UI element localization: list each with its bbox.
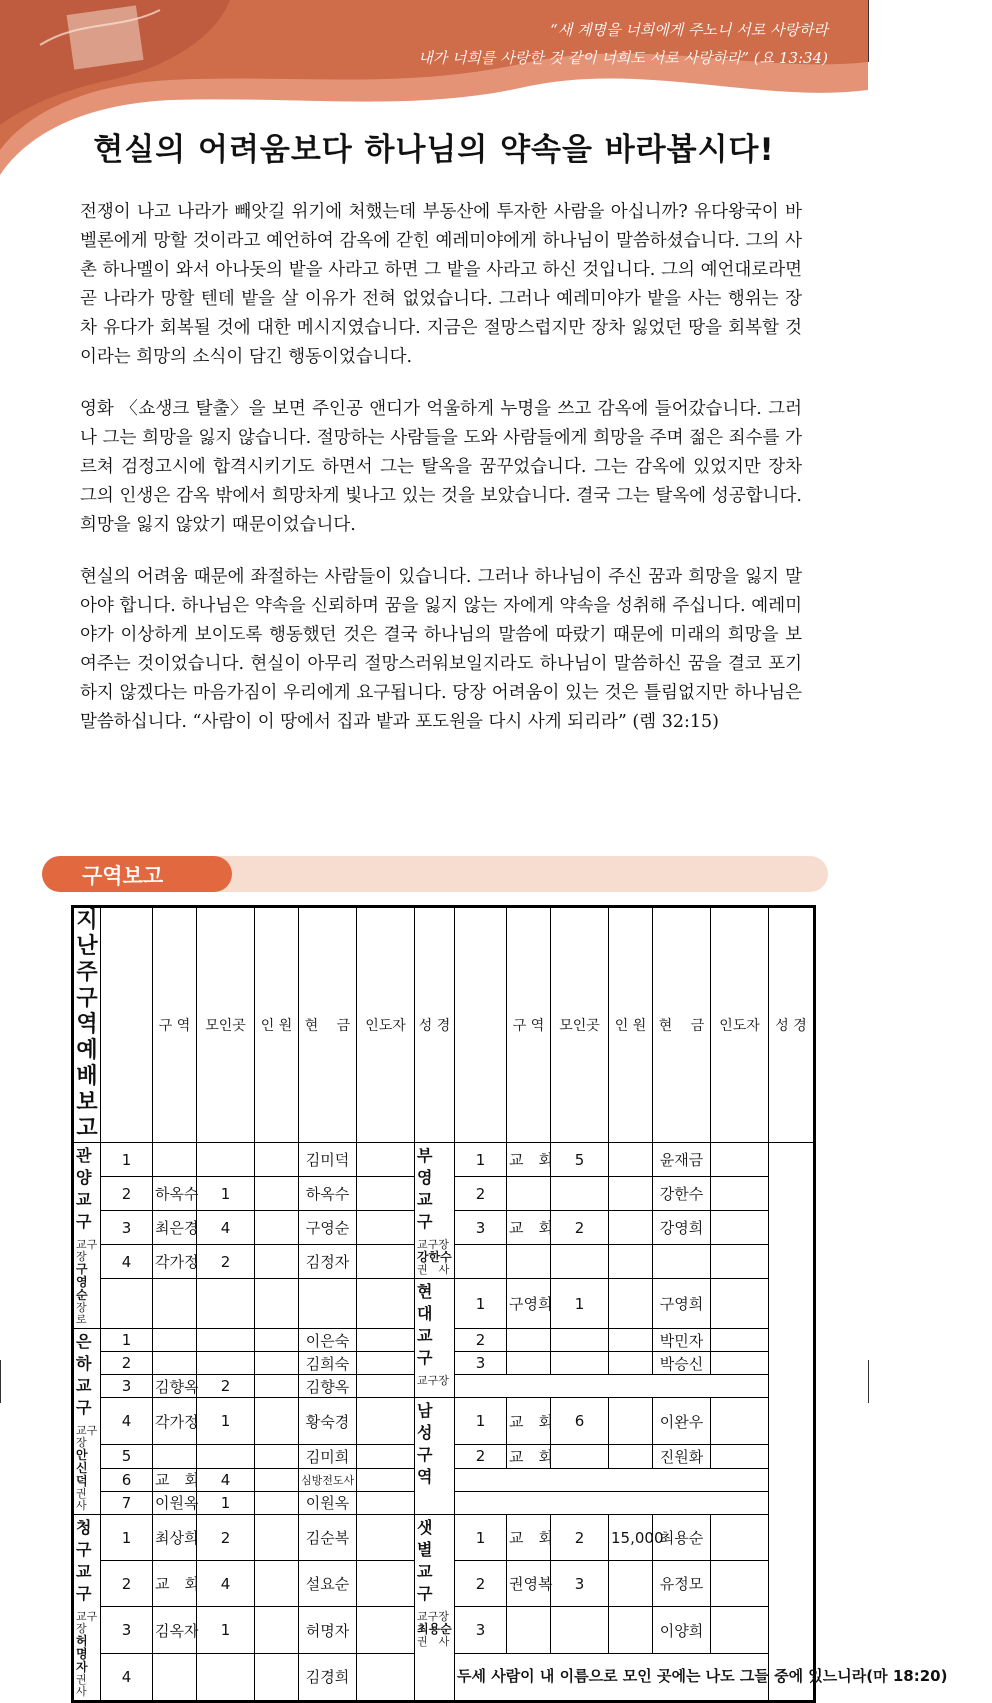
table-cell: 7 [101, 1491, 153, 1514]
table-cell: 2 [197, 1515, 255, 1561]
table-cell [153, 1653, 197, 1701]
table-cell: 2 [101, 1352, 153, 1375]
table-cell: 권영복 [507, 1561, 551, 1607]
table-cell: 구영희 [653, 1279, 711, 1329]
group-leader: 교구장 안신덕 권 사 [76, 1424, 98, 1512]
table-cell: 박민자 [653, 1329, 711, 1352]
table-cell: 3 [101, 1607, 153, 1653]
table-cell [255, 1177, 299, 1211]
table-cell [197, 1329, 255, 1352]
table-cell: 1 [551, 1279, 609, 1329]
table-cell [357, 1653, 415, 1701]
table-cell: 1 [455, 1143, 507, 1177]
table-cell: 교 회 [153, 1561, 197, 1607]
table-row [73, 1398, 815, 1445]
table-cell: 교 회 [507, 1143, 551, 1177]
header-cell: 인도자 [357, 907, 415, 1143]
group-name: 은하교구 [76, 1332, 100, 1417]
table-cell [507, 1177, 551, 1211]
table-cell: 김순복 [299, 1515, 357, 1561]
table-cell: 1 [455, 1515, 507, 1561]
table-cell: 2 [197, 1245, 255, 1279]
table-cell: 김향옥 [153, 1375, 197, 1398]
table-cell [455, 1375, 769, 1398]
table-cell: 3 [455, 1211, 507, 1245]
table-cell: 강영희 [653, 1211, 711, 1245]
header-cell [101, 907, 153, 1143]
table-cell: 각가정 [153, 1245, 197, 1279]
table-cell [609, 1561, 653, 1607]
table-cell [357, 1329, 415, 1352]
table-cell [455, 1491, 769, 1514]
table-cell: 교 회 [507, 1445, 551, 1468]
paragraph: 현실의 어려움 때문에 좌절하는 사람들이 있습니다. 그러나 하나님이 주신 꿈과 희망을 잃지 말아야 합니다. 하나님은 약속을 신뢰하며 꿈을 잃지 않는 자에게 약속을 성취해 주십니다. 예레미야가 이상하게 보이도록 행동했던 것은 결국 하나님의 말씀에 따랐기 때문에 미래의 희망을 보여주는 것이었습니다. 현실이 아무리 절망스러워보일지라도 하나님이 말씀하신 꿈을 결코 포기하지 않겠다는 마음가짐이 우리에게 요구됩니다. 당장 어려움이 있는 것은 틀림없지만 하나님은 말씀하십니다. “사람이 이 땅에서 집과 밭과 포도원을 다시 사게 되리라” (렘 32:15) [80, 567, 802, 732]
table-cell: 2 [197, 1375, 255, 1398]
table-cell [197, 1445, 255, 1468]
table-cell [551, 1329, 609, 1352]
table-cell: 3 [101, 1375, 153, 1398]
table-cell [507, 1607, 551, 1653]
table-cell: 진원화 [653, 1445, 711, 1468]
table-cell: 2 [455, 1177, 507, 1211]
group-name: 남성구역 [417, 1401, 441, 1486]
table-cell: 1 [197, 1177, 255, 1211]
table-cell [153, 1329, 197, 1352]
table-cell: 3 [455, 1352, 507, 1375]
table-cell [609, 1279, 653, 1329]
report-section-header [42, 856, 828, 892]
table-cell [711, 1279, 769, 1329]
table-cell [653, 1245, 711, 1279]
table-cell: 김정자 [299, 1245, 357, 1279]
table-cell: 김경희 [299, 1653, 357, 1701]
table-cell [711, 1143, 769, 1177]
table-cell: 1 [197, 1398, 255, 1445]
page-title: 현실의 어려움보다 하나님의 약속을 바라봅시다! [93, 132, 775, 168]
table-cell [711, 1445, 769, 1468]
table-cell: 4 [197, 1561, 255, 1607]
table-cell: 김희숙 [299, 1352, 357, 1375]
group-name: 관양교구 [76, 1146, 100, 1231]
group-name-cell [73, 1329, 101, 1515]
group-name: 샛별교구 [417, 1518, 441, 1603]
verse-line: 내가 너희를 사랑한 것 같이 너희도 서로 사랑하라” (요 13:34) [418, 49, 828, 67]
table-cell: 1 [455, 1279, 507, 1329]
header-cell [455, 907, 507, 1143]
table-cell [255, 1245, 299, 1279]
table-cell: 구영순 [299, 1211, 357, 1245]
table-cell: 2 [455, 1445, 507, 1468]
table-cell: 교 회 [507, 1211, 551, 1245]
table-cell: 교 회 [507, 1398, 551, 1445]
table-cell: 5 [101, 1445, 153, 1468]
table-cell: 강한수 [653, 1177, 711, 1211]
table-cell: 4 [197, 1468, 255, 1491]
table-cell [255, 1491, 299, 1514]
table-cell [197, 1279, 255, 1329]
table-cell: 4 [197, 1211, 255, 1245]
table-cell [609, 1211, 653, 1245]
table-cell [197, 1352, 255, 1375]
table-cell: 6 [101, 1468, 153, 1491]
table-cell [357, 1445, 415, 1468]
table-cell: 하옥수 [153, 1177, 197, 1211]
table-cell: 최은경 [153, 1211, 197, 1245]
table-cell [357, 1607, 415, 1653]
table-cell [255, 1561, 299, 1607]
group-name-cell [415, 1143, 455, 1279]
group-name-cell [415, 1279, 455, 1398]
table-cell [357, 1279, 415, 1329]
table-cell: 1 [101, 1515, 153, 1561]
table-cell: 2 [101, 1177, 153, 1211]
table-header-row [73, 907, 815, 1143]
section-label: 구역보고 [82, 864, 164, 888]
table-cell: 5 [551, 1143, 609, 1177]
table-cell [507, 1245, 551, 1279]
table-cell [153, 1279, 197, 1329]
table-cell: 3 [101, 1211, 153, 1245]
header-cell: 현 금 [653, 907, 711, 1143]
table-cell [711, 1398, 769, 1445]
table-cell: 김옥자 [153, 1607, 197, 1653]
table-cell: 구영희 [507, 1279, 551, 1329]
table-row [73, 1279, 815, 1329]
table-cell: 2 [455, 1329, 507, 1352]
table-cell: 이완우 [653, 1398, 711, 1445]
table-cell [357, 1143, 415, 1177]
table-cell: 이양희 [653, 1607, 711, 1653]
page-edge-line [0, 1360, 1, 1403]
table-cell: 4 [101, 1398, 153, 1445]
table-cell [507, 1329, 551, 1352]
table-cell [455, 1245, 507, 1279]
side-label: 지난주 구역예배보고 [73, 907, 101, 1143]
table-cell [357, 1398, 415, 1445]
header-cell: 성 경 [769, 907, 815, 1143]
table-cell [609, 1143, 653, 1177]
table-cell [197, 1653, 255, 1701]
table-cell [255, 1375, 299, 1398]
paragraph: 영화 〈쇼생크 탈출〉을 보면 주인공 앤디가 억울하게 누명을 쓰고 감옥에 들어갔습니다. 그러나 그는 희망을 잃지 않습니다. 절망하는 사람들을 도와 사람들에게 희망을 주며 젊은 죄수를 가르쳐 검정고시에 합격시키기도 하면서 그는 탈옥을 꿈꾸었습니다. 그는 감옥에 있었지만 장차 그의 인생은 감옥 밖에서 희망차게 빛나고 있는 것을 보았습니다. 결국 그는 탈옥에 성공합니다. 희망을 잃지 않았기 때문이었습니다. [80, 399, 802, 535]
table-cell [255, 1445, 299, 1468]
header-cell: 구 역 [153, 907, 197, 1143]
table-cell: 허명자 [299, 1607, 357, 1653]
table-cell: 김미희 [299, 1445, 357, 1468]
table-cell [551, 1177, 609, 1211]
table-cell [711, 1211, 769, 1245]
page-edge-line [868, 0, 869, 62]
table-cell: 1 [197, 1491, 255, 1514]
verse-line: “새 계명을 너희에게 주노니 서로 사랑하라 [550, 21, 828, 39]
table-cell: 이은숙 [299, 1329, 357, 1352]
group-leader: 교구장 구영순 장 로 [76, 1238, 98, 1326]
table-cell [101, 1279, 153, 1329]
header-cell: 인 원 [609, 907, 653, 1143]
group-leader: 교구장 강한수 권 사 [417, 1238, 452, 1276]
table-cell: 각가정 [153, 1398, 197, 1445]
header-verse [418, 16, 828, 72]
table-cell [551, 1445, 609, 1468]
table-cell [357, 1352, 415, 1375]
table-cell: 이원옥 [299, 1491, 357, 1514]
table-cell: 교 회 [153, 1468, 197, 1491]
group-name: 현대교구 [417, 1282, 441, 1367]
table-cell [255, 1607, 299, 1653]
table-cell [711, 1329, 769, 1352]
table-cell [711, 1515, 769, 1561]
table-cell: 교 회 [507, 1515, 551, 1561]
group-name: 청구교구 [76, 1518, 100, 1603]
table-cell [255, 1468, 299, 1491]
table-cell [711, 1352, 769, 1375]
table-cell [609, 1398, 653, 1445]
table-cell: 15,000 [609, 1515, 653, 1561]
table-cell: 6 [551, 1398, 609, 1445]
table-cell: 3 [455, 1607, 507, 1653]
table-cell: 1 [101, 1143, 153, 1177]
table-row [73, 1515, 815, 1561]
table-cell [711, 1561, 769, 1607]
group-name-cell [73, 1515, 101, 1702]
page-edge-line [868, 1360, 869, 1403]
group-report-table [71, 905, 948, 1703]
header-cell: 현 금 [299, 907, 357, 1143]
table-cell [255, 1143, 299, 1177]
table-cell [609, 1245, 653, 1279]
header-cell: 인 원 [255, 907, 299, 1143]
table-cell [255, 1515, 299, 1561]
header-cell: 구 역 [507, 907, 551, 1143]
table-cell [357, 1468, 415, 1491]
table-cell [551, 1245, 609, 1279]
table-cell [153, 1445, 197, 1468]
table-cell: 김미덕 [299, 1143, 357, 1177]
table-cell: 두세 사람이 내 이름으로 모인 곳에는 나도 그들 중에 있느니라(마 18:20) [455, 1653, 769, 1701]
group-name-cell [73, 1143, 101, 1329]
table-cell: 최상희 [153, 1515, 197, 1561]
table-cell [197, 1143, 255, 1177]
table-cell [255, 1398, 299, 1445]
table-cell: 최용순 [653, 1515, 711, 1561]
table-cell: 이원옥 [153, 1491, 197, 1514]
table-cell [609, 1329, 653, 1352]
table-cell [711, 1177, 769, 1211]
table-cell: 심방전도사 [299, 1468, 357, 1491]
gift-box-icon [67, 5, 144, 69]
table-cell [357, 1561, 415, 1607]
table-cell [255, 1279, 299, 1329]
table-cell [153, 1352, 197, 1375]
table-cell [609, 1445, 653, 1468]
table-cell: 유정모 [653, 1561, 711, 1607]
table-cell: 황숙경 [299, 1398, 357, 1445]
header-cell: 성 경 [415, 907, 455, 1143]
table-cell [357, 1177, 415, 1211]
table-cell [255, 1211, 299, 1245]
table-cell: 박승신 [653, 1352, 711, 1375]
table-cell [255, 1329, 299, 1352]
table-cell: 윤재금 [653, 1143, 711, 1177]
table-cell [357, 1245, 415, 1279]
table-cell [609, 1607, 653, 1653]
table-cell [609, 1352, 653, 1375]
header-cell: 인도자 [711, 907, 769, 1143]
table-cell [153, 1143, 197, 1177]
table-cell [357, 1491, 415, 1514]
table-cell: 2 [455, 1561, 507, 1607]
table-cell: 1 [197, 1607, 255, 1653]
header-cell: 모인곳 [551, 907, 609, 1143]
table-row [73, 1143, 815, 1177]
table-cell [711, 1607, 769, 1653]
table-cell: 2 [551, 1515, 609, 1561]
table-cell [551, 1607, 609, 1653]
article-body [80, 198, 802, 760]
table-cell: 설요순 [299, 1561, 357, 1607]
table-cell: 3 [551, 1561, 609, 1607]
table-cell: 2 [101, 1561, 153, 1607]
table-cell [255, 1352, 299, 1375]
table-cell [255, 1653, 299, 1701]
paragraph: 전쟁이 나고 나라가 빼앗길 위기에 처했는데 부동산에 투자한 사람을 아십니까? 유다왕국이 바벨론에게 망할 것이라고 예언하여 감옥에 갇힌 예레미야에게 하나님이 말씀하셨습니다. 그의 사촌 하나멜이 와서 아나돗의 밭을 사라고 하면 그 밭을 사라고 하신 것입니다. 그의 예언대로라면 곧 나라가 망할 텐데 밭을 살 이유가 전혀 없었습니다. 그러나 예레미야가 밭을 사는 행위는 장차 유다가 회복될 것에 대한 메시지였습니다. 지금은 절망스럽지만 장차 잃었던 땅을 회복할 것이라는 희망의 소식이 담긴 행동이었습니다. [80, 202, 802, 367]
table-cell: 4 [101, 1653, 153, 1701]
group-leader: 교구장 [417, 1374, 449, 1387]
table-cell [609, 1177, 653, 1211]
table-cell: 2 [551, 1211, 609, 1245]
header-cell: 모인곳 [197, 907, 255, 1143]
group-name-cell [415, 1398, 455, 1515]
table-cell [711, 1245, 769, 1279]
table-cell [357, 1211, 415, 1245]
group-leader: 교구장 최용순 권 사 [417, 1610, 452, 1648]
group-leader: 교구장 허명자 권 사 [76, 1610, 98, 1698]
group-name-cell [415, 1515, 455, 1702]
table-cell: 1 [455, 1398, 507, 1445]
group-name: 부영교구 [417, 1146, 441, 1231]
table-cell [357, 1375, 415, 1398]
table-cell: 하옥수 [299, 1177, 357, 1211]
table-cell: 1 [101, 1329, 153, 1352]
table-cell: 김향옥 [299, 1375, 357, 1398]
table-cell [357, 1515, 415, 1561]
table-cell [551, 1352, 609, 1375]
table-cell [507, 1352, 551, 1375]
table-cell: 4 [101, 1245, 153, 1279]
table-cell [299, 1279, 357, 1329]
table-cell [455, 1468, 769, 1491]
